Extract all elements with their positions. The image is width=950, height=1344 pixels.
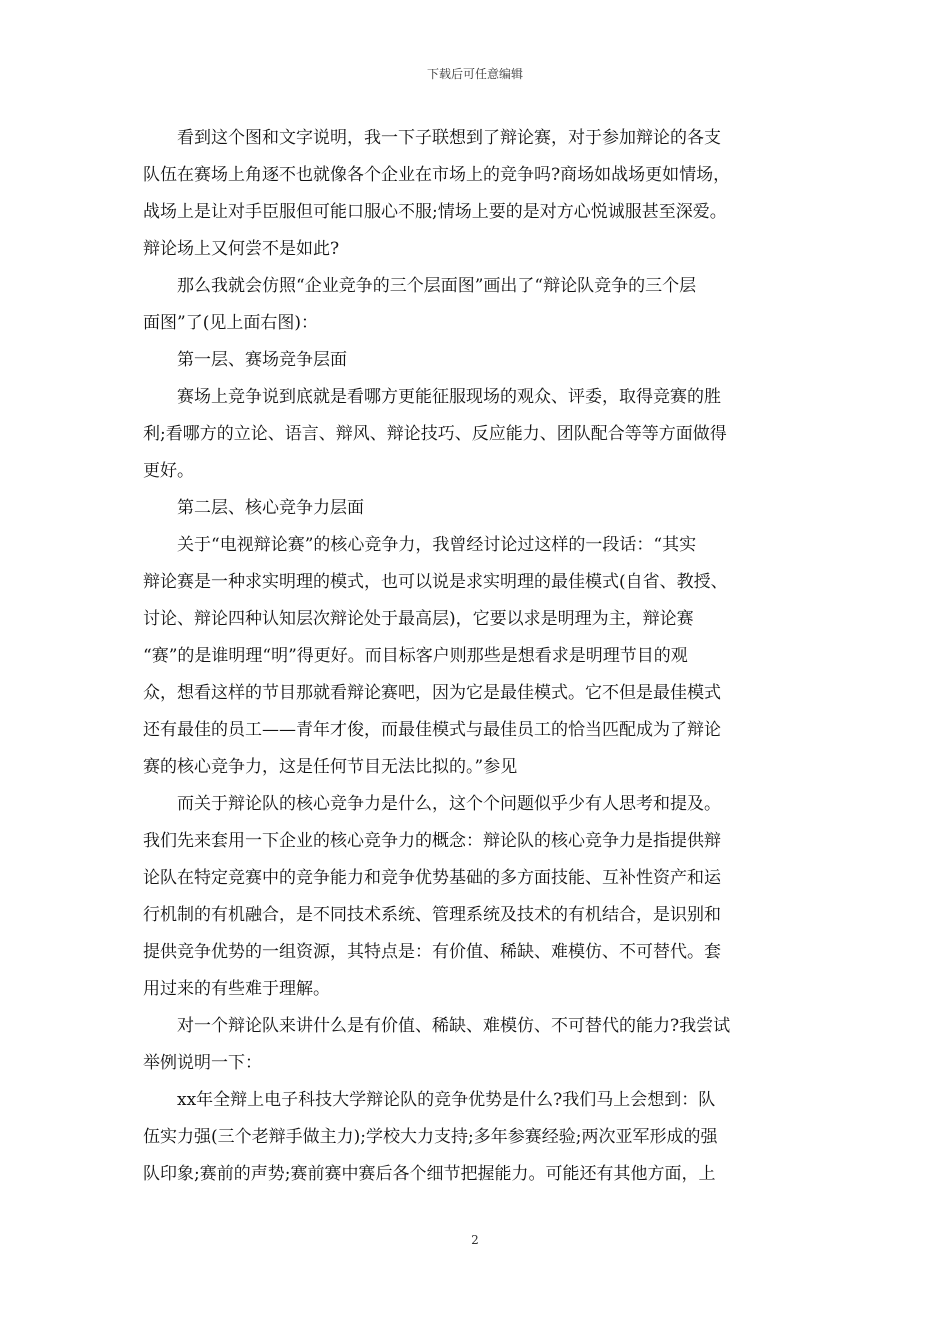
paragraph: 队伍在赛场上角逐不也就像各个企业在市场上的竞争吗?商场如战场更如情场， 战场上是让对手臣服但可能口服心不服;情场上要的是对方心悦诚服甚至深爱。 辩论场上又何尝不是如此? bbox=[143, 165, 731, 259]
paragraph: 关于“电视辩论赛”的核心竞争力，我曾经讨论过这样的一段话：“其实 bbox=[177, 535, 697, 555]
paragraph: 而关于辩论队的核心竞争力是什么，这个个问题似乎少有人思考和提及。 bbox=[177, 794, 721, 814]
section-heading: 第一层、赛场竞争层面 bbox=[177, 350, 347, 370]
paragraph: 利;看哪方的立论、语言、辩风、辩论技巧、反应能力、团队配合等等方面做得 更好。 bbox=[143, 424, 727, 481]
paragraph: 面图”了(见上面右图)： bbox=[143, 313, 318, 333]
paragraph: 辩论赛是一种求实明理的模式，也可以说是求实明理的最佳模式(自省、教授、 讨论、辩论四种认知层次辩论处于最高层)，它要以求是明理为主，辩论赛 “赛”的是谁明理“明”得更好。而目标客户则那些是想看求是明理节目的观 众，想看这样的节目那就看辩论赛吧，因为它是最佳模式。它不但是最佳模式 还有最佳的员工——青年才俊，而最佳模式与最佳员工的恰当匹配成为了辩论 赛的核心竞争力，这是任何节目无法比拟的。”参见 bbox=[143, 572, 728, 777]
paragraph: 赛场上竞争说到底就是看哪方更能征服现场的观众、评委，取得竞赛的胜 bbox=[177, 387, 721, 407]
paragraph: 看到这个图和文字说明，我一下子联想到了辩论赛，对于参加辩论的各支 bbox=[177, 128, 721, 148]
section-heading: 第二层、核心竞争力层面 bbox=[177, 498, 364, 518]
paragraph: 我们先来套用一下企业的核心竞争力的概念：辩论队的核心竞争力是指提供辩 论队在特定竞赛中的竞争能力和竞争优势基础的多方面技能、互补性资产和运 行机制的有机融合，是不同技术系统、管理系统及技术的有机结合，是识别和 提供竞争优势的一组资源，其特点是：有价值、稀缺、难模仿、不可替代。套 用过来的有些难于理解。 bbox=[143, 831, 721, 999]
paragraph: 举例说明一下： bbox=[143, 1053, 262, 1073]
page-header: 下载后可任意编辑 bbox=[426, 67, 523, 81]
paragraph: xx年全辩上电子科技大学辩论队的竞争优势是什么?我们马上会想到：队 bbox=[177, 1090, 716, 1110]
document-body bbox=[143, 120, 807, 1193]
paragraph: 那么我就会仿照“企业竞争的三个层面图”画出了“辩论队竞争的三个层 bbox=[177, 276, 697, 296]
page-number: 2 bbox=[471, 1233, 479, 1247]
paragraph: 对一个辩论队来讲什么是有价值、稀缺、难模仿、不可替代的能力?我尝试 bbox=[177, 1016, 731, 1036]
paragraph: 伍实力强(三个老辩手做主力);学校大力支持;多年参赛经验;两次亚军形成的强 队印象;赛前的声势;赛前赛中赛后各个细节把握能力。可能还有其他方面，上 bbox=[143, 1127, 718, 1184]
